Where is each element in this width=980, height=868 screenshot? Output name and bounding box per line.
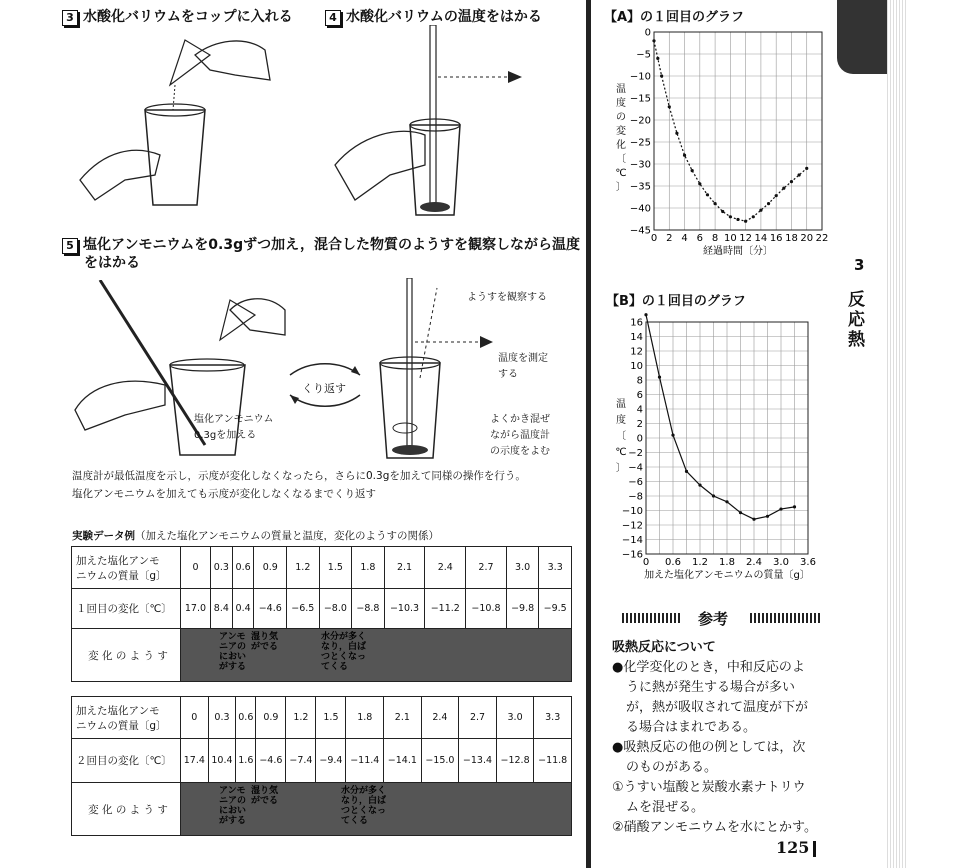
x-tick-label: 3.6 xyxy=(800,557,816,568)
table-cell: 17.0 xyxy=(181,589,211,629)
reference-heading: 参考 xyxy=(698,610,729,628)
data-point xyxy=(721,210,724,213)
data-point xyxy=(671,434,674,437)
y-tick-label: −8 xyxy=(628,491,643,503)
data-point xyxy=(729,215,732,218)
x-tick-label: 12 xyxy=(739,233,753,244)
data-point xyxy=(675,132,678,135)
table-cell: −4.6 xyxy=(256,739,286,783)
table-cell: 0.3 xyxy=(208,697,236,739)
y-tick-label: −40 xyxy=(629,203,651,215)
table-cell: −7.4 xyxy=(286,739,316,783)
step-5-text-line2: をはかる xyxy=(84,255,140,271)
stir-label-line1: よくかき混ぜ xyxy=(490,414,550,425)
reference-bullet-2-line1: ●吸熱反応の他の例としては，次 xyxy=(612,740,806,755)
table-2-mass-row xyxy=(72,697,572,739)
reference-subheading: 吸熱反応について xyxy=(612,640,716,655)
x-tick-label: 20 xyxy=(800,233,814,244)
table-cell: 2.7 xyxy=(466,547,507,589)
table-caption xyxy=(72,528,439,543)
graph-a-title: 【A】の１回目のグラフ xyxy=(604,10,745,25)
x-tick-label: 22 xyxy=(815,233,829,244)
y-axis-label-char: 〔 xyxy=(616,431,626,442)
hand-5a-left xyxy=(75,381,165,430)
table-cell: 0.3 xyxy=(210,547,232,589)
table-1-temp-row xyxy=(72,589,572,629)
table-cell: −11.2 xyxy=(425,589,466,629)
y-tick-label: −10 xyxy=(629,71,651,83)
y-tick-label: −20 xyxy=(629,115,651,127)
series-line xyxy=(646,315,795,519)
x-tick-label: 14 xyxy=(754,233,768,244)
x-tick-label: 0 xyxy=(650,233,658,244)
step-5-number: 5 xyxy=(62,238,78,254)
data-point xyxy=(698,484,701,487)
table-cell: 0.6 xyxy=(232,547,254,589)
observe-label: ようすを観察する xyxy=(467,292,547,303)
step-5-text-line1: 塩化アンモニウムを0.3gずつ加え，混合した物質のようすを観察しながら温度 xyxy=(83,237,580,253)
table-cell: 1.2 xyxy=(286,697,316,739)
table-cell: −15.0 xyxy=(421,739,459,783)
reference-bullet-1-line3: が，熱が吸収されて温度が下が xyxy=(626,700,809,715)
data-table-2 xyxy=(71,696,572,836)
data-point xyxy=(744,220,747,223)
y-tick-label: −45 xyxy=(629,225,651,237)
table-cell: 2.1 xyxy=(384,547,425,589)
y-tick-label: −30 xyxy=(629,159,651,171)
y-tick-label: 8 xyxy=(636,375,643,387)
reference-bullet-1-line1: ●化学変化のとき，中和反応のよ xyxy=(612,660,805,675)
data-point xyxy=(644,313,647,316)
table-cell: −8.0 xyxy=(319,589,352,629)
x-tick-label: 0 xyxy=(642,557,650,568)
table-row-header: 加えた塩化アンモ ニウムの質量〔g〕 xyxy=(72,547,181,589)
x-axis-label: 加えた塩化アンモニウムの質量〔g〕 xyxy=(644,570,810,581)
y-tick-label: 10 xyxy=(630,361,643,372)
eye-marker-4 xyxy=(508,71,522,83)
x-tick-label: 8 xyxy=(711,233,719,244)
x-tick-label: 1.2 xyxy=(692,557,708,568)
table-caption-rest: （加えた塩化アンモニウムの質量と温度，変化のようすの関係） xyxy=(135,530,439,542)
table-cell: 1.5 xyxy=(319,547,352,589)
graph-a-chart xyxy=(596,22,836,267)
table-cell: 1.5 xyxy=(316,697,346,739)
table-row-header: 変 化 の よ う す xyxy=(72,783,181,836)
table-2-temp-row xyxy=(72,739,572,783)
x-tick-label: 1.8 xyxy=(719,557,735,568)
y-axis-label-char: 度 xyxy=(616,415,626,426)
table-cell: −9.8 xyxy=(506,589,539,629)
y-tick-label: −16 xyxy=(621,549,643,561)
table-cell: 3.0 xyxy=(496,697,534,739)
data-point xyxy=(683,154,686,157)
page-number-bar xyxy=(813,841,816,857)
table-cell: 2.7 xyxy=(459,697,497,739)
reference-bullet-1-line2: うに熱が発生する場合が多い xyxy=(626,680,796,695)
table-cell: 0 xyxy=(181,547,211,589)
illustration-add-chloride xyxy=(70,280,290,460)
y-tick-label: 4 xyxy=(636,404,643,416)
data-point xyxy=(652,39,655,42)
table-cell: 0 xyxy=(181,697,209,739)
table-cell: 10.4 xyxy=(208,739,236,783)
x-tick-label: 2.4 xyxy=(746,557,762,568)
step-3-text: 水酸化バリウムをコップに入れる xyxy=(83,9,293,25)
hand-3-top xyxy=(195,41,270,80)
data-point xyxy=(668,105,671,108)
table-row-header: 変 化 の よ う す xyxy=(72,629,181,682)
table-cell: 3.3 xyxy=(539,547,572,589)
thermometer-4 xyxy=(430,25,436,210)
data-point xyxy=(797,173,800,176)
x-tick-label: 18 xyxy=(785,233,798,244)
change-whitening: 水分が多く なり，白ば つとくなっ てくる xyxy=(341,786,387,826)
change-whitening: 水分が多く なり，白ば つとくなっ てくる xyxy=(321,632,367,672)
table-cell: −11.4 xyxy=(346,739,384,783)
change-moisture: 湿り気 がでる xyxy=(251,786,279,806)
chapter-title: 反 応 熱 xyxy=(848,290,865,350)
y-tick-label: −2 xyxy=(628,448,643,459)
data-point xyxy=(660,74,663,77)
x-tick-label: 2 xyxy=(666,233,673,244)
table-cell: −9.5 xyxy=(539,589,572,629)
y-tick-label: 2 xyxy=(636,419,643,430)
chapter-number: 3 xyxy=(854,256,865,274)
column-divider xyxy=(586,0,591,868)
table-1-change-cell xyxy=(181,629,572,682)
data-point xyxy=(805,167,808,170)
reference-example-1-line2: ムを混ぜる。 xyxy=(626,800,705,815)
reference-bar-right xyxy=(750,613,820,623)
table-cell: 0.9 xyxy=(256,697,286,739)
reference-bullet-2-line2: のものがある。 xyxy=(626,760,718,775)
table-2-change-row xyxy=(72,783,572,836)
y-tick-label: −5 xyxy=(636,49,651,61)
data-point xyxy=(706,193,709,196)
y-tick-label: −15 xyxy=(629,93,651,105)
y-tick-label: 12 xyxy=(630,346,643,358)
stir-label-line3: の示度をよむ xyxy=(490,446,550,457)
hand-5a xyxy=(230,299,285,335)
step-4-number: 4 xyxy=(325,10,341,26)
data-table-1 xyxy=(71,546,572,682)
table-cell: 3.0 xyxy=(506,547,539,589)
table-cell: −12.8 xyxy=(496,739,534,783)
y-axis-label-char: 温 xyxy=(616,84,626,95)
data-point xyxy=(685,470,688,473)
cup-4 xyxy=(410,125,460,215)
data-point xyxy=(658,376,661,379)
reference-heading-bar xyxy=(612,608,822,628)
data-point xyxy=(656,57,659,60)
cup-5b xyxy=(380,363,440,458)
y-tick-label: 16 xyxy=(630,317,643,329)
y-axis-label-char: 〔 xyxy=(616,154,626,165)
x-tick-label: 16 xyxy=(769,233,783,244)
change-ammonia-smell: アンモ ニアの におい がする xyxy=(219,632,247,672)
table-row-header: 加えた塩化アンモ ニウムの質量〔g〕 xyxy=(72,697,181,739)
data-point xyxy=(712,494,715,497)
data-point xyxy=(752,518,755,521)
y-tick-label: −14 xyxy=(621,535,643,546)
table-cell: 0.4 xyxy=(232,589,254,629)
page-number: 125 xyxy=(776,838,816,857)
y-tick-label: −25 xyxy=(629,137,651,149)
y-axis-label-char: 化 xyxy=(616,140,626,151)
x-tick-label: 10 xyxy=(723,233,737,244)
table-caption-bold: 実験データ例 xyxy=(72,530,135,542)
x-tick-label: 0.6 xyxy=(665,557,681,568)
y-tick-label: −4 xyxy=(628,462,643,474)
graph-b-title: 【B】の１回目のグラフ xyxy=(606,294,746,309)
repeat-label: くり返す xyxy=(302,382,346,395)
y-tick-label: −10 xyxy=(621,506,643,517)
y-axis-label-char: 温 xyxy=(616,399,626,410)
y-axis-label-char: の xyxy=(616,112,626,123)
table-cell: 1.6 xyxy=(236,739,256,783)
table-cell: 2.1 xyxy=(384,697,422,739)
table-cell: −10.8 xyxy=(466,589,507,629)
table-cell: 0.9 xyxy=(254,547,287,589)
table-row-header: ２回目の変化〔℃〕 xyxy=(72,739,181,783)
table-1-change-row xyxy=(72,629,572,682)
table-cell: −10.3 xyxy=(384,589,425,629)
plot-frame xyxy=(654,32,822,230)
x-axis-label: 経過時間〔分〕 xyxy=(703,246,773,257)
y-axis-label-char: 変 xyxy=(616,126,626,137)
cup-3 xyxy=(145,110,205,205)
table-2-change-cell xyxy=(181,783,572,836)
table-cell: −8.8 xyxy=(352,589,385,629)
table-cell: −4.6 xyxy=(254,589,287,629)
y-axis-label-char: 〕 xyxy=(616,182,626,193)
y-tick-label: −35 xyxy=(629,181,651,193)
paper-3 xyxy=(170,40,210,85)
table-cell: −14.1 xyxy=(384,739,422,783)
table-cell: 3.3 xyxy=(534,697,572,739)
y-tick-label: 0 xyxy=(636,433,643,445)
reference-example-2-line1: ②硝酸アンモニウムを水にとかす。 xyxy=(612,820,817,835)
step-3-number: 3 xyxy=(62,10,78,26)
table-cell: 1.2 xyxy=(287,547,320,589)
data-point xyxy=(782,187,785,190)
change-moisture: 湿り気 がでる xyxy=(251,632,279,652)
procedure-note-line1: 温度計が最低温度を示し，示度が変化しなくなったら，さらに0.3gを加えて同様の操作を行う。 xyxy=(72,470,526,482)
y-axis-label-char: 度 xyxy=(616,98,626,109)
table-cell: −13.4 xyxy=(459,739,497,783)
data-point xyxy=(767,202,770,205)
table-cell: 0.6 xyxy=(236,697,256,739)
reference-example-1-line1: ①うすい塩酸と炭酸水素ナトリウ xyxy=(612,780,806,795)
x-tick-label: 4 xyxy=(681,233,688,244)
data-point xyxy=(698,182,701,185)
table-cell: −9.4 xyxy=(316,739,346,783)
data-point xyxy=(775,194,778,197)
y-axis-label-char: ℃ xyxy=(615,168,627,179)
data-point xyxy=(790,180,793,183)
table-cell: −6.5 xyxy=(287,589,320,629)
data-point xyxy=(793,505,796,508)
step-5-heading xyxy=(62,236,580,272)
y-tick-label: 14 xyxy=(630,332,643,343)
table-cell: −11.8 xyxy=(534,739,572,783)
stir-label-line2: ながら温度計 xyxy=(490,430,550,441)
data-point xyxy=(739,511,742,514)
y-tick-label: −6 xyxy=(628,477,643,488)
y-tick-label: 6 xyxy=(636,390,643,401)
x-tick-label: 3.0 xyxy=(773,557,789,568)
table-cell: 1.8 xyxy=(352,547,385,589)
data-point xyxy=(713,202,716,205)
hand-3-bottom xyxy=(80,150,160,200)
step-4-text: 水酸化バリウムの温度をはかる xyxy=(346,9,542,25)
x-tick-label: 6 xyxy=(696,233,704,244)
data-point xyxy=(766,515,769,518)
table-cell: 17.4 xyxy=(181,739,209,783)
table-cell: 1.8 xyxy=(346,697,384,739)
graph-b-chart xyxy=(596,312,836,587)
change-ammonia-smell: アンモ ニアの におい がする xyxy=(219,786,247,826)
data-point xyxy=(691,169,694,172)
table-cell: 2.4 xyxy=(421,697,459,739)
table-1-mass-row xyxy=(72,547,572,589)
procedure-note-line2: 塩化アンモニウムを加えても示度が変化しなくなるまでくり返す xyxy=(72,488,376,500)
measure-label-line2: する xyxy=(498,369,518,380)
add-label-line1: 塩化アンモニウム xyxy=(194,414,274,425)
y-tick-label: 0 xyxy=(644,27,651,39)
illustration-measure-temp xyxy=(330,25,560,225)
y-tick-label: −12 xyxy=(621,520,643,532)
measure-label-line1: 温度を測定 xyxy=(498,353,548,364)
reference-bullet-1-line4: る場合はまれである。 xyxy=(626,720,757,735)
step-3-heading xyxy=(62,6,293,26)
table-cell: 8.4 xyxy=(210,589,232,629)
page-edge-strip xyxy=(887,0,907,868)
data-point xyxy=(725,500,728,503)
data-point xyxy=(752,215,755,218)
data-point xyxy=(736,218,739,221)
add-label-line2: 0.3gを加える xyxy=(194,430,257,441)
illustration-pour-powder xyxy=(75,30,275,215)
table-cell: 2.4 xyxy=(425,547,466,589)
y-axis-label-char: 〕 xyxy=(616,463,626,474)
data-point xyxy=(779,507,782,510)
data-point xyxy=(759,209,762,212)
step-4-heading xyxy=(325,6,542,26)
paper-5a xyxy=(220,300,255,340)
table-row-header: １回目の変化〔℃〕 xyxy=(72,589,181,629)
reference-bar-left xyxy=(622,613,682,623)
y-axis-label-char: ℃ xyxy=(615,447,627,458)
stir-rod-5a xyxy=(100,280,205,445)
